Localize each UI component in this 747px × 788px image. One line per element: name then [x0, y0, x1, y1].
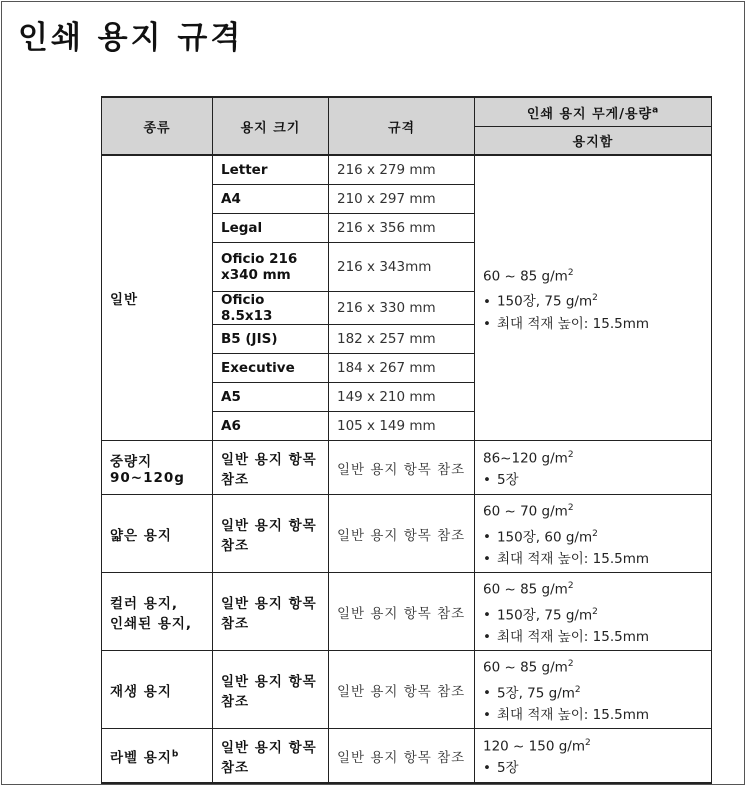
size-thin: 일반 용지 항목 참조 — [213, 495, 329, 573]
size-oficio-216: Oficio 216 x340 mm — [213, 243, 329, 292]
dimension-legal: 216 x 356 mm — [329, 214, 475, 243]
dimension-a5: 149 x 210 mm — [329, 383, 475, 412]
table-row — [102, 573, 712, 651]
size-a5: A5 — [213, 383, 329, 412]
page-title: 인쇄 용지 규격 — [18, 20, 244, 56]
size-legal: Legal — [213, 214, 329, 243]
footnote-b: b — [171, 749, 180, 759]
weight-heavy: 86~120 $g/m^2$ • 5장 — [475, 441, 712, 495]
dimension-letter: 216 x 279 mm — [329, 155, 475, 185]
size-oficio-85x13: Oficio 8.5x13 — [213, 292, 329, 325]
table-row — [102, 495, 712, 573]
size-heavy: 일반 용지 항목 참조 — [213, 441, 329, 495]
header-weight-group: 인쇄 용지 무게/용량$^a$ — [475, 97, 712, 127]
weight-plain: 60 ~ 85 $g/m^2$ • 150장, 75 $g/m^2$ • 최대 적재 높이: 15.5mm — [475, 155, 712, 441]
dimension-oficio-216: 216 x 343mm — [329, 243, 475, 292]
weight-recycled: 60 ~ 85 $g/m^2$ • 5장, 75 $g/m^2$ • 최대 적재 높이: 15.5mm — [475, 651, 712, 729]
dimension-recycled: 일반 용지 항목 참조 — [329, 651, 475, 729]
header-type: 종류 — [102, 97, 213, 155]
dimension-heavy: 일반 용지 항목 참조 — [329, 441, 475, 495]
dimension-oficio-85x13: 216 x 330 mm — [329, 292, 475, 325]
paper-spec-table — [101, 96, 712, 784]
size-label: 일반 용지 항목 참조 — [213, 729, 329, 784]
size-b5-jis: B5 (JIS) — [213, 325, 329, 354]
dimension-executive: 184 x 267 mm — [329, 354, 475, 383]
type-recycled: 재생 용지 — [102, 651, 213, 729]
dimension-b5-jis: 182 x 257 mm — [329, 325, 475, 354]
table-row — [102, 729, 712, 784]
type-color: 컬러 용지, 인쇄된 용지, — [102, 573, 213, 651]
dimension-a6: 105 x 149 mm — [329, 412, 475, 441]
table-row — [102, 441, 712, 495]
footnote-a: a — [652, 105, 660, 116]
dimension-a4: 210 x 297 mm — [329, 185, 475, 214]
size-color: 일반 용지 항목 참조 — [213, 573, 329, 651]
dimension-thin: 일반 용지 항목 참조 — [329, 495, 475, 573]
weight-label: 120 ~ 150 $g/m^2$ • 5장 — [475, 729, 712, 784]
type-heavy: 중량지 90~120g — [102, 441, 213, 495]
size-a6: A6 — [213, 412, 329, 441]
table-row — [102, 651, 712, 729]
size-letter: Letter — [213, 155, 329, 185]
size-recycled: 일반 용지 항목 참조 — [213, 651, 329, 729]
size-a4: A4 — [213, 185, 329, 214]
type-plain: 일반 — [102, 155, 213, 441]
header-size: 용지 크기 — [213, 97, 329, 155]
type-label: 라벨 용지$^b$ — [102, 729, 213, 784]
dimension-label: 일반 용지 항목 참조 — [329, 729, 475, 784]
weight-thin: 60 ~ 70 $g/m^2$ • 150장, 60 $g/m^2$ • 최대 적재 높이: 15.5mm — [475, 495, 712, 573]
header-dimension: 규격 — [329, 97, 475, 155]
weight-color: 60 ~ 85 $g/m^2$ • 150장, 75 $g/m^2$ • 최대 적재 높이: 15.5mm — [475, 573, 712, 651]
size-executive: Executive — [213, 354, 329, 383]
header-tray: 용지함 — [475, 127, 712, 156]
type-thin: 얇은 용지 — [102, 495, 213, 573]
dimension-color: 일반 용지 항목 참조 — [329, 573, 475, 651]
